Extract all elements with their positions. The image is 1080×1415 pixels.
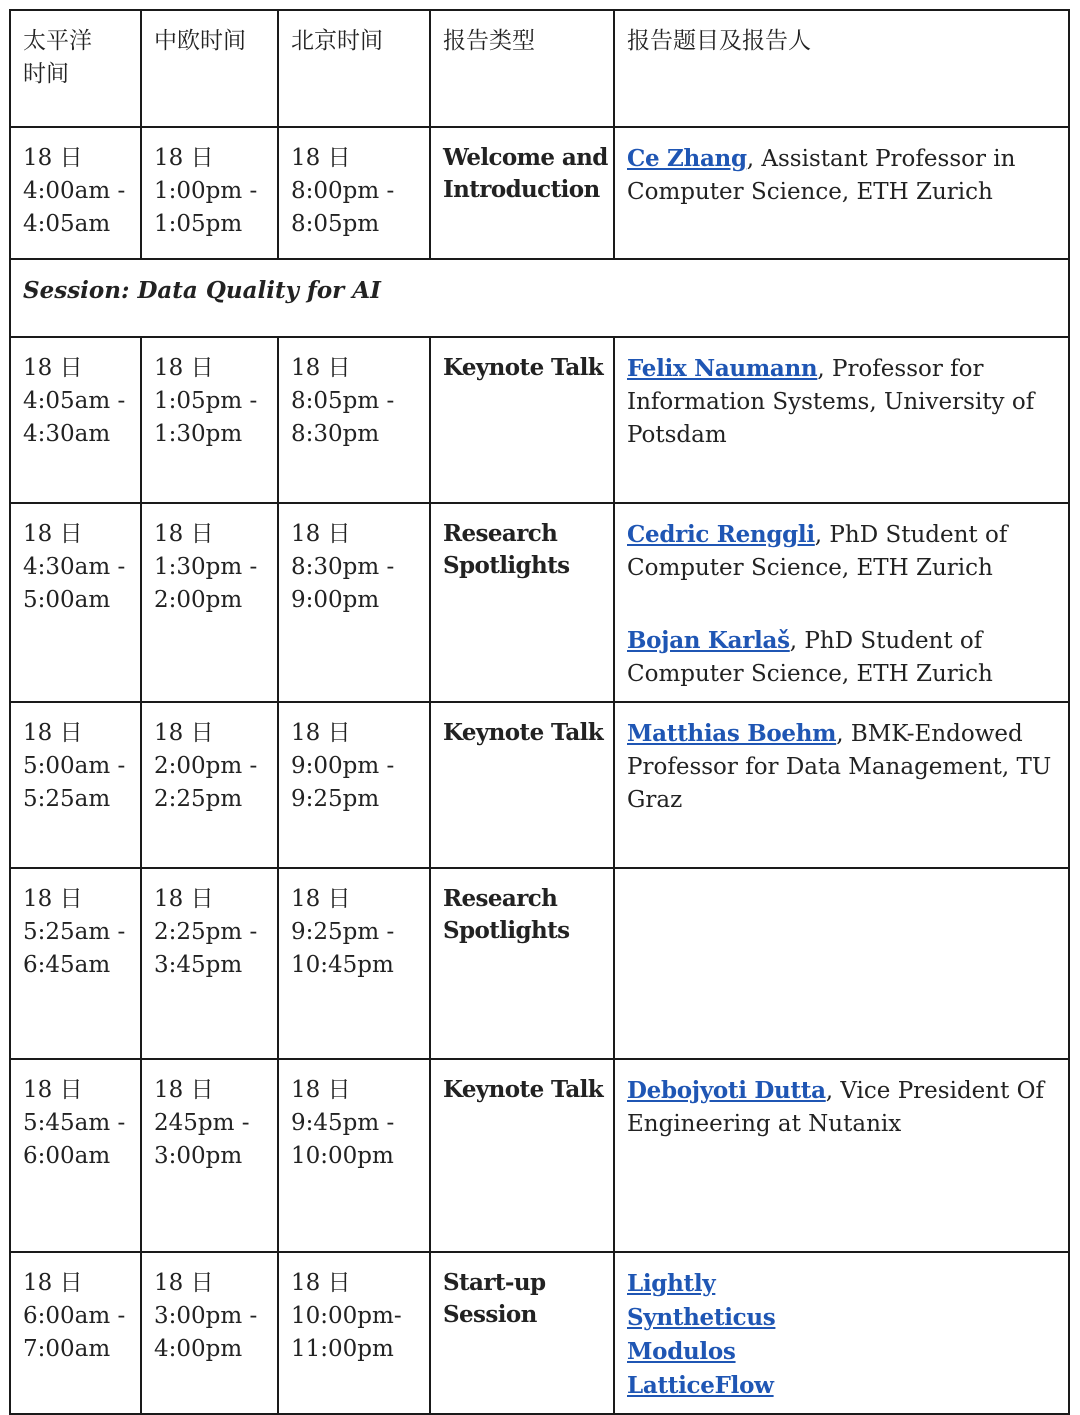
time-line: 2:25pm (154, 786, 243, 812)
table-row (10, 868, 1069, 1059)
time-line: 18 日 (154, 720, 214, 746)
time-line: 18 日 (23, 145, 83, 171)
report-type-cell (430, 127, 614, 259)
cet-time-cell (141, 868, 278, 1059)
time-line: 4:05am (23, 211, 111, 237)
report-type-cell (430, 337, 614, 503)
speaker-name-link[interactable]: Bojan Karlaš (627, 627, 790, 654)
time-line: 9:00pm - (291, 753, 395, 779)
time-line: 9:25pm (291, 786, 380, 812)
header-report-title: 报告题目及报告人 (614, 10, 1069, 127)
beijing-time-cell (278, 1059, 430, 1252)
report-type-cell (430, 503, 614, 702)
time-line: 1:30pm (154, 421, 243, 447)
time-line: 18 日 (154, 886, 214, 912)
speaker-cell (614, 337, 1069, 503)
table-row (10, 127, 1069, 259)
time-line: 10:00pm (291, 1143, 394, 1169)
time-line: 11:00pm (291, 1336, 394, 1362)
report-type-text: Keynote Talk (443, 1076, 604, 1103)
report-type-text: Research (443, 520, 558, 547)
time-line: 3:45pm (154, 952, 243, 978)
report-type-cell (430, 1059, 614, 1252)
pacific-time-cell (10, 1252, 141, 1414)
time-line: 2:00pm (154, 587, 243, 613)
time-line: 6:00am - (23, 1303, 126, 1329)
beijing-time-cell (278, 1252, 430, 1414)
startup-link[interactable]: Modulos (627, 1338, 736, 1365)
cet-time-cell (141, 702, 278, 868)
report-type-text: Introduction (443, 176, 600, 203)
time-line: 18 日 (23, 355, 83, 381)
time-line: 9:45pm - (291, 1110, 395, 1136)
time-line: 18 日 (154, 145, 214, 171)
time-line: 18 日 (23, 886, 83, 912)
speaker-cell (614, 1059, 1069, 1252)
report-type-text: Welcome and (443, 144, 608, 171)
time-line: 8:00pm - (291, 178, 395, 204)
beijing-time-cell (278, 337, 430, 503)
beijing-time-cell (278, 868, 430, 1059)
pacific-time-cell (10, 337, 141, 503)
time-line: 5:00am (23, 587, 111, 613)
time-line: 10:00pm- (291, 1303, 402, 1329)
report-type-cell (430, 702, 614, 868)
table-row (10, 503, 1069, 702)
beijing-time-cell (278, 127, 430, 259)
report-type-text: Keynote Talk (443, 354, 604, 381)
speaker-description: , PhD Student of Computer Science, ETH Zurich (627, 522, 1008, 581)
speaker-name-link[interactable]: Cedric Renggli (627, 521, 815, 548)
report-type-text: Spotlights (443, 552, 570, 579)
speaker-entry (627, 142, 1056, 209)
header-row (10, 10, 1069, 127)
time-line: 245pm - (154, 1110, 250, 1136)
cet-time-cell (141, 337, 278, 503)
time-line: 8:30pm - (291, 554, 395, 580)
time-line: 3:00pm - (154, 1303, 258, 1329)
time-line: 18 日 (291, 1270, 351, 1296)
table-row (10, 702, 1069, 868)
speaker-entry (627, 717, 1056, 817)
pacific-time-cell (10, 868, 141, 1059)
time-line: 18 日 (23, 720, 83, 746)
time-line: 1:00pm - (154, 178, 258, 204)
header-beijing-time: 北京时间 (278, 10, 430, 127)
time-line: 3:00pm (154, 1143, 243, 1169)
speaker-description: , Professor for Information Systems, University of Potsdam (627, 356, 1035, 448)
session-title: Session: Data Quality for AI (10, 259, 1069, 337)
speaker-cell (614, 503, 1069, 702)
cet-time-cell (141, 503, 278, 702)
time-line: 18 日 (291, 1077, 351, 1103)
time-line: 18 日 (154, 355, 214, 381)
cet-time-cell (141, 127, 278, 259)
time-line: 4:05am - (23, 388, 126, 414)
time-line: 4:00am - (23, 178, 126, 204)
speaker-entry (627, 352, 1056, 452)
time-line: 5:45am - (23, 1110, 126, 1136)
time-line: 18 日 (291, 886, 351, 912)
report-type-cell (430, 1252, 614, 1414)
session-row (10, 259, 1069, 337)
time-line: 2:00pm - (154, 753, 258, 779)
speaker-cell (614, 1252, 1069, 1414)
time-line: 1:30pm - (154, 554, 258, 580)
time-line: 4:00pm (154, 1336, 243, 1362)
speaker-name-link[interactable]: Matthias Boehm (627, 720, 837, 747)
report-type-text: Start-up (443, 1269, 546, 1296)
time-line: 5:00am - (23, 753, 126, 779)
time-line: 18 日 (154, 1077, 214, 1103)
time-line: 18 日 (23, 1077, 83, 1103)
table-row (10, 1252, 1069, 1414)
speaker-entry (627, 1074, 1056, 1141)
startup-link[interactable]: Syntheticus (627, 1304, 776, 1331)
time-line: 8:05pm - (291, 388, 395, 414)
speaker-name-link[interactable]: Ce Zhang (627, 145, 747, 172)
schedule-table (9, 9, 1070, 1415)
time-line: 18 日 (291, 521, 351, 547)
time-line: 9:25pm - (291, 919, 395, 945)
time-line: 6:00am (23, 1143, 111, 1169)
time-line: 18 日 (291, 145, 351, 171)
cet-time-cell (141, 1059, 278, 1252)
time-line: 18 日 (23, 521, 83, 547)
time-line: 18 日 (291, 355, 351, 381)
report-type-cell (430, 868, 614, 1059)
speaker-cell (614, 868, 1069, 1059)
time-line: 18 日 (154, 521, 214, 547)
beijing-time-cell (278, 702, 430, 868)
startup-link[interactable]: LatticeFlow (627, 1372, 774, 1399)
time-line: 6:45am (23, 952, 111, 978)
time-line: 5:25am - (23, 919, 126, 945)
time-line: 4:30am - (23, 554, 126, 580)
pacific-time-cell (10, 702, 141, 868)
speaker-entry (627, 624, 1056, 691)
speaker-description: , Assistant Professor in Computer Science, ETH Zurich (627, 146, 1016, 205)
report-type-text: Research (443, 885, 558, 912)
speaker-name-link[interactable]: Debojyoti Dutta (627, 1077, 826, 1104)
pacific-time-cell (10, 127, 141, 259)
time-line: 7:00am (23, 1336, 111, 1362)
beijing-time-cell (278, 503, 430, 702)
startup-link[interactable]: Lightly (627, 1270, 716, 1297)
time-line: 5:25am (23, 786, 111, 812)
time-line: 4:30am (23, 421, 111, 447)
speaker-entry (627, 518, 1056, 585)
header-report-type: 报告类型 (430, 10, 614, 127)
speaker-cell (614, 702, 1069, 868)
speaker-name-link[interactable]: Felix Naumann (627, 355, 818, 382)
time-line: 18 日 (154, 1270, 214, 1296)
header-pacific-time: 太平洋 时间 (10, 10, 141, 127)
time-line: 9:00pm (291, 587, 380, 613)
cet-time-cell (141, 1252, 278, 1414)
speaker-cell (614, 127, 1069, 259)
report-type-text: Spotlights (443, 917, 570, 944)
speaker-description: , PhD Student of Computer Science, ETH Zurich (627, 628, 993, 687)
report-type-text: Keynote Talk (443, 719, 604, 746)
time-line: 1:05pm (154, 211, 243, 237)
time-line: 10:45pm (291, 952, 394, 978)
speaker-description: , Vice President Of Engineering at Nutanix (627, 1078, 1045, 1137)
pacific-time-cell (10, 1059, 141, 1252)
report-type-text: Session (443, 1301, 537, 1328)
pacific-time-cell (10, 503, 141, 702)
time-line: 18 日 (291, 720, 351, 746)
table-row (10, 1059, 1069, 1252)
speaker-description: , BMK-Endowed Professor for Data Management, TU Graz (627, 721, 1052, 813)
time-line: 18 日 (23, 1270, 83, 1296)
table-row (10, 337, 1069, 503)
time-line: 8:05pm (291, 211, 380, 237)
time-line: 1:05pm - (154, 388, 258, 414)
time-line: 2:25pm - (154, 919, 258, 945)
time-line: 8:30pm (291, 421, 380, 447)
header-cet-time: 中欧时间 (141, 10, 278, 127)
